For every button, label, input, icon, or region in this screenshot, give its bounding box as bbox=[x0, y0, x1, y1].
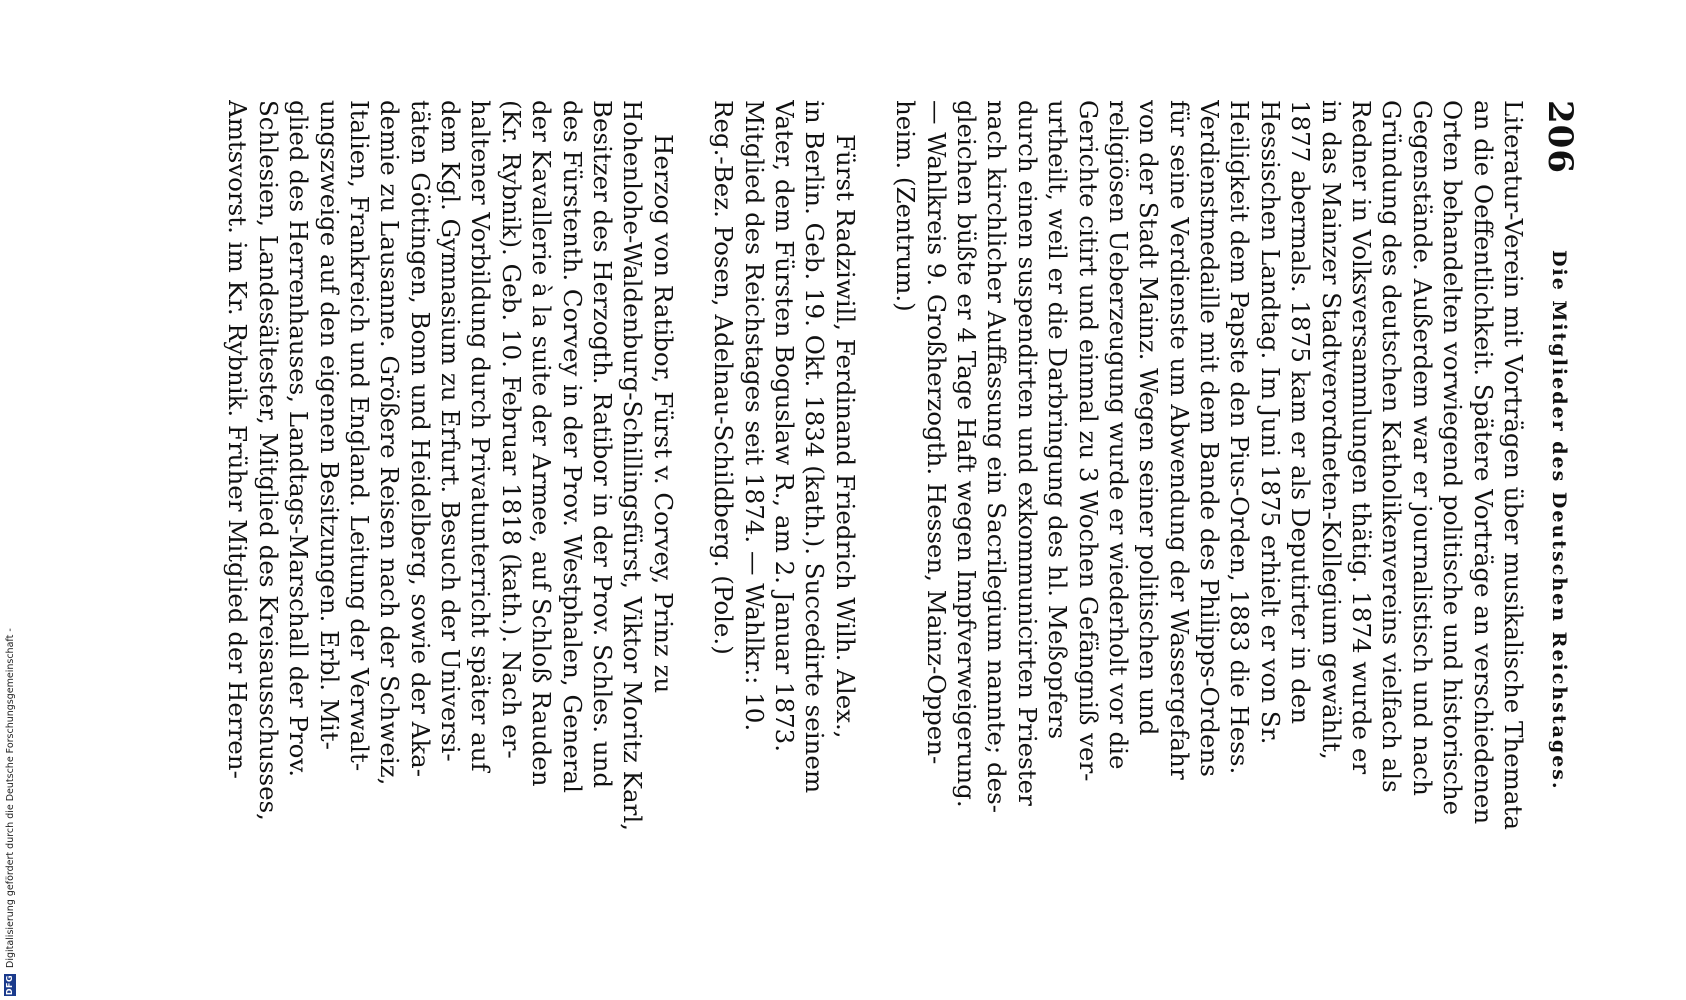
text-line: Hohenlohe-Waldenburg-Schillingsfürst, Viktor Moritz Karl, bbox=[618, 100, 648, 831]
text-line: Amtsvorst. im Kr. Rybnik. Früher Mitglied der Herren- bbox=[223, 100, 253, 779]
text-line: Schlesien, Landesältester, Mitglied des Kreisausschusses, bbox=[253, 100, 283, 821]
text-line: Gegenstände. Außerdem war er journalistisch und nach bbox=[1407, 100, 1437, 796]
page-number: 206 bbox=[1540, 100, 1580, 174]
text-line: Fürst Radziwill, Ferdinand Friedrich Wilh. Alex., bbox=[830, 134, 860, 739]
text-line: ungszweige auf den eigenen Besitzungen. Erbl. Mit- bbox=[314, 100, 344, 750]
text-line: Orten behandelten vorwiegend politische und historische bbox=[1438, 100, 1468, 816]
text-line: Reg.-Bez. Posen, Adelnau-Schildberg. (Pole.) bbox=[709, 100, 739, 655]
paragraph-gap bbox=[678, 100, 708, 900]
text-line: der Kavallerie à la suite der Armee, auf Schloß Rauden bbox=[527, 100, 557, 787]
text-line: des Fürstenth. Corvey in der Prov. Westphalen, General bbox=[557, 100, 587, 794]
text-line: religiösen Ueberzeugung wurde er wiederholt vor die bbox=[1103, 100, 1133, 770]
text-line: von der Stadt Mainz. Wegen seiner politischen und bbox=[1134, 100, 1164, 736]
text-line: für seine Verdienste um Abwendung der Wassergefahr bbox=[1164, 100, 1194, 780]
running-head: Die Mitglieder des Deutschen Reichstages. bbox=[1548, 250, 1570, 791]
credit-text: Digitalisierung gefördert durch die Deutsche Forschungsgemeinschaft - bbox=[4, 628, 16, 968]
text-line: Italien, Frankreich und England. Leitung der Verwalt- bbox=[344, 100, 374, 772]
rotated-page bbox=[140, 100, 1580, 900]
text-line: Gerichte citirt und einmal zu 3 Wochen Gefängniß ver- bbox=[1073, 100, 1103, 782]
text-line: Literatur-Verein mit Vorträgen über musikalische Themata bbox=[1499, 100, 1528, 830]
text-line: Vater, dem Fürsten Boguslaw R., am 2. Januar 1873. bbox=[770, 100, 800, 752]
text-line: Heiligkeit dem Papste den Pius-Orden, 1883 die Hess. bbox=[1225, 100, 1255, 775]
text-line: Gründung des deutschen Katholikenvereins vielfach als bbox=[1377, 100, 1407, 793]
text-line: haltener Vorbildung durch Privatunterricht später auf bbox=[466, 100, 496, 772]
text-line: Hessischen Landtag. Im Juni 1875 erhielt er von Sr. bbox=[1255, 100, 1285, 745]
text-line: Besitzer des Herzogth. Ratibor in der Prov. Schles. und bbox=[588, 100, 618, 789]
text-line: gleichen büßte er 4 Tage Haft wegen Impfverweigerung. bbox=[951, 100, 981, 808]
text-line: 1877 abermals. 1875 kam er als Deputirter in den bbox=[1286, 100, 1316, 725]
text-line: urtheilt, weil er die Darbringung des hl. Meßopfers bbox=[1043, 100, 1073, 740]
paragraph-ratibor bbox=[222, 100, 678, 900]
text-line: glied des Herrenhauses, Landtags-Marschall der Prov. bbox=[284, 100, 314, 778]
paragraph-radziwill bbox=[708, 100, 860, 900]
text-line: nach kirchlicher Auffassung ein Sacrilegium nannte; des- bbox=[982, 100, 1012, 813]
text-line: dem Kgl. Gymnasium zu Erfurt. Besuch der Universi- bbox=[436, 100, 466, 762]
text-line: in Berlin. Geb. 19. Okt. 1834 (kath.). Succedirte seinem bbox=[800, 100, 830, 794]
paragraph-gap bbox=[860, 100, 890, 900]
text-line: in das Mainzer Stadtverordneten-Kollegium gewählt, bbox=[1316, 100, 1346, 760]
text-line: durch einen suspendirten und exkommunicirten Priester bbox=[1012, 100, 1042, 806]
text-line: Mitglied des Reichstages seit 1874. — Wahlkr.: 10. bbox=[739, 100, 769, 732]
text-line: täten Göttingen, Bonn und Heidelberg, sowie der Aka- bbox=[405, 100, 435, 778]
text-line: Redner in Volksversammlungen thätig. 1874 wurde er bbox=[1347, 100, 1377, 775]
text-line: heim. (Zentrum.) bbox=[891, 100, 921, 312]
text-line: Herzog von Ratibor, Fürst v. Corvey, Prinz zu bbox=[648, 134, 678, 694]
digitization-credit bbox=[2, 36, 18, 996]
text-line: an die Oeffentlichkeit. Spätere Vorträge an verschiedenen bbox=[1468, 100, 1498, 825]
dfg-logo-icon: DFG bbox=[5, 974, 14, 996]
body-text bbox=[140, 100, 1528, 900]
text-line: demie zu Lausanne. Größere Reisen nach der Schweiz, bbox=[375, 100, 405, 786]
text-line: (Kr. Rybnik). Geb. 10. Februar 1818 (kath.). Nach er- bbox=[496, 100, 526, 759]
text-line: Verdienstmedaille mit dem Bande des Philipps-Ordens bbox=[1195, 100, 1225, 777]
page-header bbox=[1530, 100, 1580, 900]
text-line: — Wahlkreis 9. Großherzogth. Hessen, Mainz-Oppen- bbox=[921, 100, 951, 765]
paragraph-literatur-verein bbox=[890, 100, 1528, 900]
